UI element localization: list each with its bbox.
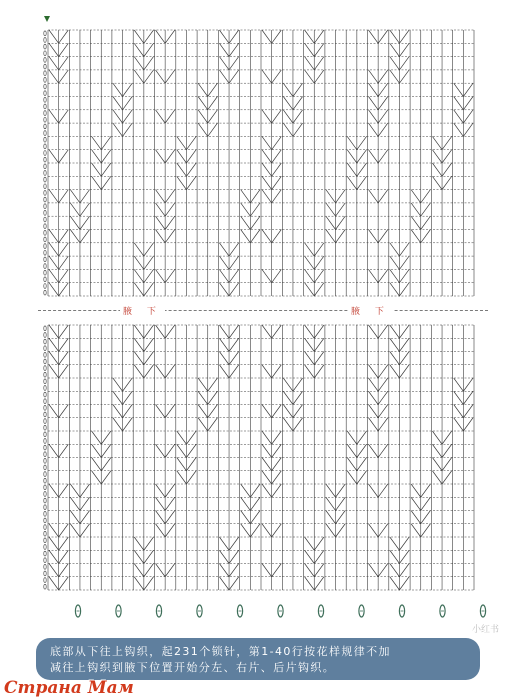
chain-stitch-symbol: [44, 38, 46, 43]
chain-stitch-symbol: [44, 333, 46, 338]
chain-stitch-symbol: [44, 558, 46, 563]
chain-stitch-symbol: [44, 31, 46, 36]
chain-stitch-symbol: [44, 111, 46, 116]
chain-stitch-symbol: [44, 270, 46, 275]
chain-stitch-symbol: [44, 458, 46, 463]
chain-stitch-symbol: [44, 346, 46, 351]
chain-stitch-symbol: [44, 131, 46, 136]
chain-stitch-symbol: [44, 359, 46, 364]
chain-stitch-symbol: [44, 386, 46, 391]
chain-stitch-symbol: [44, 339, 46, 344]
chain-stitch-symbol: [44, 366, 46, 371]
chart-block-lower: [44, 325, 474, 590]
chain-stitch-symbol: [44, 511, 46, 516]
chain-stitch-symbol: [44, 44, 46, 49]
chain-stitch-symbol: [44, 478, 46, 483]
chain-stitch-symbol: [44, 77, 46, 82]
chain-stitch-symbol: [44, 445, 46, 450]
chain-stitch-symbol: [44, 257, 46, 262]
chain-stitch-symbol: [44, 117, 46, 122]
chain-stitch-symbol: [44, 505, 46, 510]
chain-stitch-symbol: [44, 184, 46, 189]
chain-stitch-symbol: [44, 104, 46, 109]
chain-stitch-symbol: [44, 58, 46, 63]
chain-stitch-symbol: [44, 584, 46, 589]
chain-stitch-symbol: [44, 578, 46, 583]
chain-stitch-symbol: [44, 171, 46, 176]
chain-stitch-symbol: [44, 191, 46, 196]
watermark-corner: 小红书: [472, 625, 500, 635]
chain-stitch-symbol: [44, 472, 46, 477]
chain-stitch-symbol: [44, 264, 46, 269]
chain-stitch-symbol: [44, 51, 46, 56]
underarm-label-left: 腋 下: [120, 304, 165, 317]
chain-stitch-symbol: [44, 465, 46, 470]
chain-stitch-symbol: [44, 91, 46, 96]
instructions-line-1: 底部从下往上钩织，起231个锁针，第1-40行按花样规律不加: [50, 645, 391, 658]
chain-stitch-symbol: [44, 545, 46, 550]
chain-stitch-symbol: [44, 492, 46, 497]
chain-stitch-symbol: [44, 204, 46, 209]
chain-stitch-symbol: [44, 230, 46, 235]
chart-block-upper: [44, 30, 474, 296]
chain-stitch-symbol: [44, 352, 46, 357]
chain-stitch-symbol: [44, 452, 46, 457]
chain-stitch-symbol: [44, 151, 46, 156]
chain-stitch-symbol: [44, 498, 46, 503]
chain-stitch-symbol: [44, 399, 46, 404]
chain-stitch-symbol: [44, 217, 46, 222]
chain-stitch-symbol: [44, 392, 46, 397]
chain-stitch-symbol: [44, 571, 46, 576]
chain-stitch-symbol: [44, 284, 46, 289]
chain-stitch-symbol: [44, 64, 46, 69]
chain-stitch-symbol: [44, 97, 46, 102]
chain-stitch-symbol: [44, 290, 46, 295]
chain-stitch-symbol: [44, 439, 46, 444]
chain-stitch-symbol: [44, 551, 46, 556]
chain-stitch-symbol: [44, 372, 46, 377]
chain-stitch-symbol: [44, 210, 46, 215]
chain-stitch-symbol: [44, 525, 46, 530]
start-triangle-icon: [44, 16, 50, 22]
chain-stitch-symbol: [44, 564, 46, 569]
instructions-line-2: 减往上钩织到腋下位置开始分左、右片、后片钩织。: [50, 661, 336, 674]
underarm-divider-line: [38, 310, 488, 319]
chain-stitch-symbol: [44, 518, 46, 523]
site-watermark: Страна Мам: [4, 678, 134, 698]
chain-stitch-symbol: [44, 84, 46, 89]
chain-stitch-symbol: [44, 485, 46, 490]
chain-stitch-symbol: [44, 425, 46, 430]
chain-stitch-symbol: [44, 244, 46, 249]
underarm-label-right: 腋 下: [348, 304, 393, 317]
chain-stitch-symbol: [44, 250, 46, 255]
chain-stitch-symbol: [44, 412, 46, 417]
chain-stitch-symbol: [44, 405, 46, 410]
chain-stitch-symbol: [44, 157, 46, 162]
chain-stitch-symbol: [44, 326, 46, 331]
chain-stitch-symbol: [44, 224, 46, 229]
chain-stitch-symbol: [44, 531, 46, 536]
chain-stitch-symbol: [44, 277, 46, 282]
chain-stitch-symbol: [44, 197, 46, 202]
chain-stitch-symbol: [44, 177, 46, 182]
chain-stitch-symbol: [44, 419, 46, 424]
chain-stitch-symbol: [44, 144, 46, 149]
chain-stitch-symbol: [44, 379, 46, 384]
chain-stitch-symbol: [44, 124, 46, 129]
chain-stitch-symbol: [44, 237, 46, 242]
chain-stitch-symbol: [44, 71, 46, 76]
chain-stitch-symbol: [44, 538, 46, 543]
pattern-instructions-box: [36, 638, 480, 680]
chain-stitch-symbol: [44, 432, 46, 437]
chain-stitch-symbol: [44, 164, 46, 169]
chain-stitch-symbol: [44, 137, 46, 142]
